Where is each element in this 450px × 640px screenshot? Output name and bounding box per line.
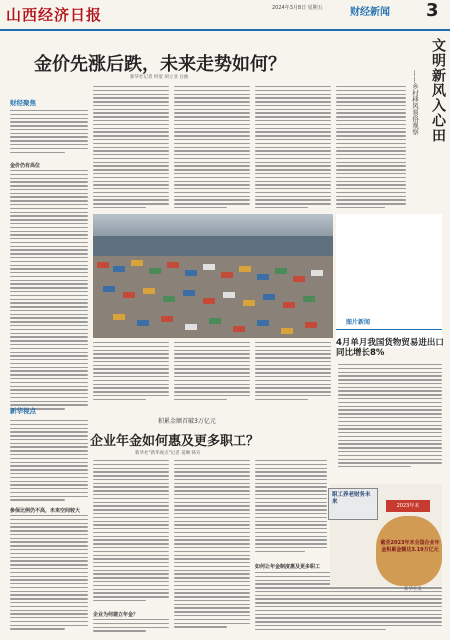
top-story-byline: 新华社记者 何宽 胡立亚 白曲 (130, 75, 189, 80)
side-story-text-col1 (336, 86, 406, 210)
top-story-text-col1b (10, 170, 88, 410)
bottom-story-subhead-3: 如何让年金制度惠及更多职工 (255, 564, 321, 570)
top-story-text-col4 (255, 86, 331, 210)
bottom-story-byline: 新华社"新华视点"记者 姜琳 韩垚 (135, 451, 201, 456)
photo-news-box (336, 214, 442, 348)
top-story-text-col2b (93, 342, 169, 406)
side-story-subtitle: ——乡村移风易俗观察 (411, 70, 419, 135)
top-story-text-col2 (93, 86, 169, 210)
top-story-text-col4b (255, 342, 331, 406)
side-story-text-col2 (338, 364, 442, 472)
top-story-headline: 金价先涨后跌，未来走势如何？ (34, 54, 286, 75)
top-story-subhead: 金价仍有高位 (10, 163, 41, 169)
bottom-story-text-col2b (93, 619, 169, 637)
bottom-story-subhead-2: 企业为何建立年金？ (93, 612, 139, 618)
photo-dock (93, 256, 333, 338)
photo-news-rule (336, 329, 442, 330)
bottom-story-subhead-1: 参保比例仍不高，未来空间较大 (10, 508, 81, 514)
section-name: 财经新闻 (350, 7, 390, 18)
issue-date: 2024年3月8日 星期五 (272, 5, 323, 11)
illustration-sign: 职工养老财务未来 (328, 488, 378, 520)
photo-news-tag: 图片新闻 (346, 319, 371, 326)
top-story-column-title: 财经聚焦 (10, 99, 36, 107)
top-story-text-col1a (10, 110, 88, 160)
bottom-story-text-col1a (10, 420, 88, 504)
illustration-tag: 2023年末 (386, 500, 430, 512)
bottom-story-text-col1b (10, 515, 88, 635)
masthead (0, 0, 450, 30)
masthead-rule (0, 29, 450, 31)
port-container-photo (93, 214, 333, 338)
photo-news-headline: 4月单月我国货物贸易进出口同比增长8% (336, 338, 444, 358)
top-story-text-col3 (174, 86, 250, 210)
photo-sky (93, 214, 333, 236)
page-number: 3 (426, 0, 439, 21)
illustration-bag-text: 截至2023年末全国企业年金积累金额达3.19万亿元 (380, 540, 440, 553)
bottom-story-text-col2 (93, 460, 169, 608)
bottom-story-text-col3 (174, 460, 250, 636)
bottom-story-text-col4a (255, 460, 327, 560)
top-story-text-col3b (174, 342, 250, 406)
newspaper-logo: 山西经济日报 (6, 6, 103, 24)
bottom-story-kicker: 积累金额首破3万亿元 (158, 418, 216, 425)
bottom-story-headline: 企业年金如何惠及更多职工？ (90, 434, 260, 449)
side-story-title: 文明新风入心田 (430, 38, 446, 143)
illustration-credit: 新华社发 (404, 587, 422, 592)
photo-water (93, 236, 333, 256)
bottom-story-column-title: 新华视点 (10, 407, 36, 415)
